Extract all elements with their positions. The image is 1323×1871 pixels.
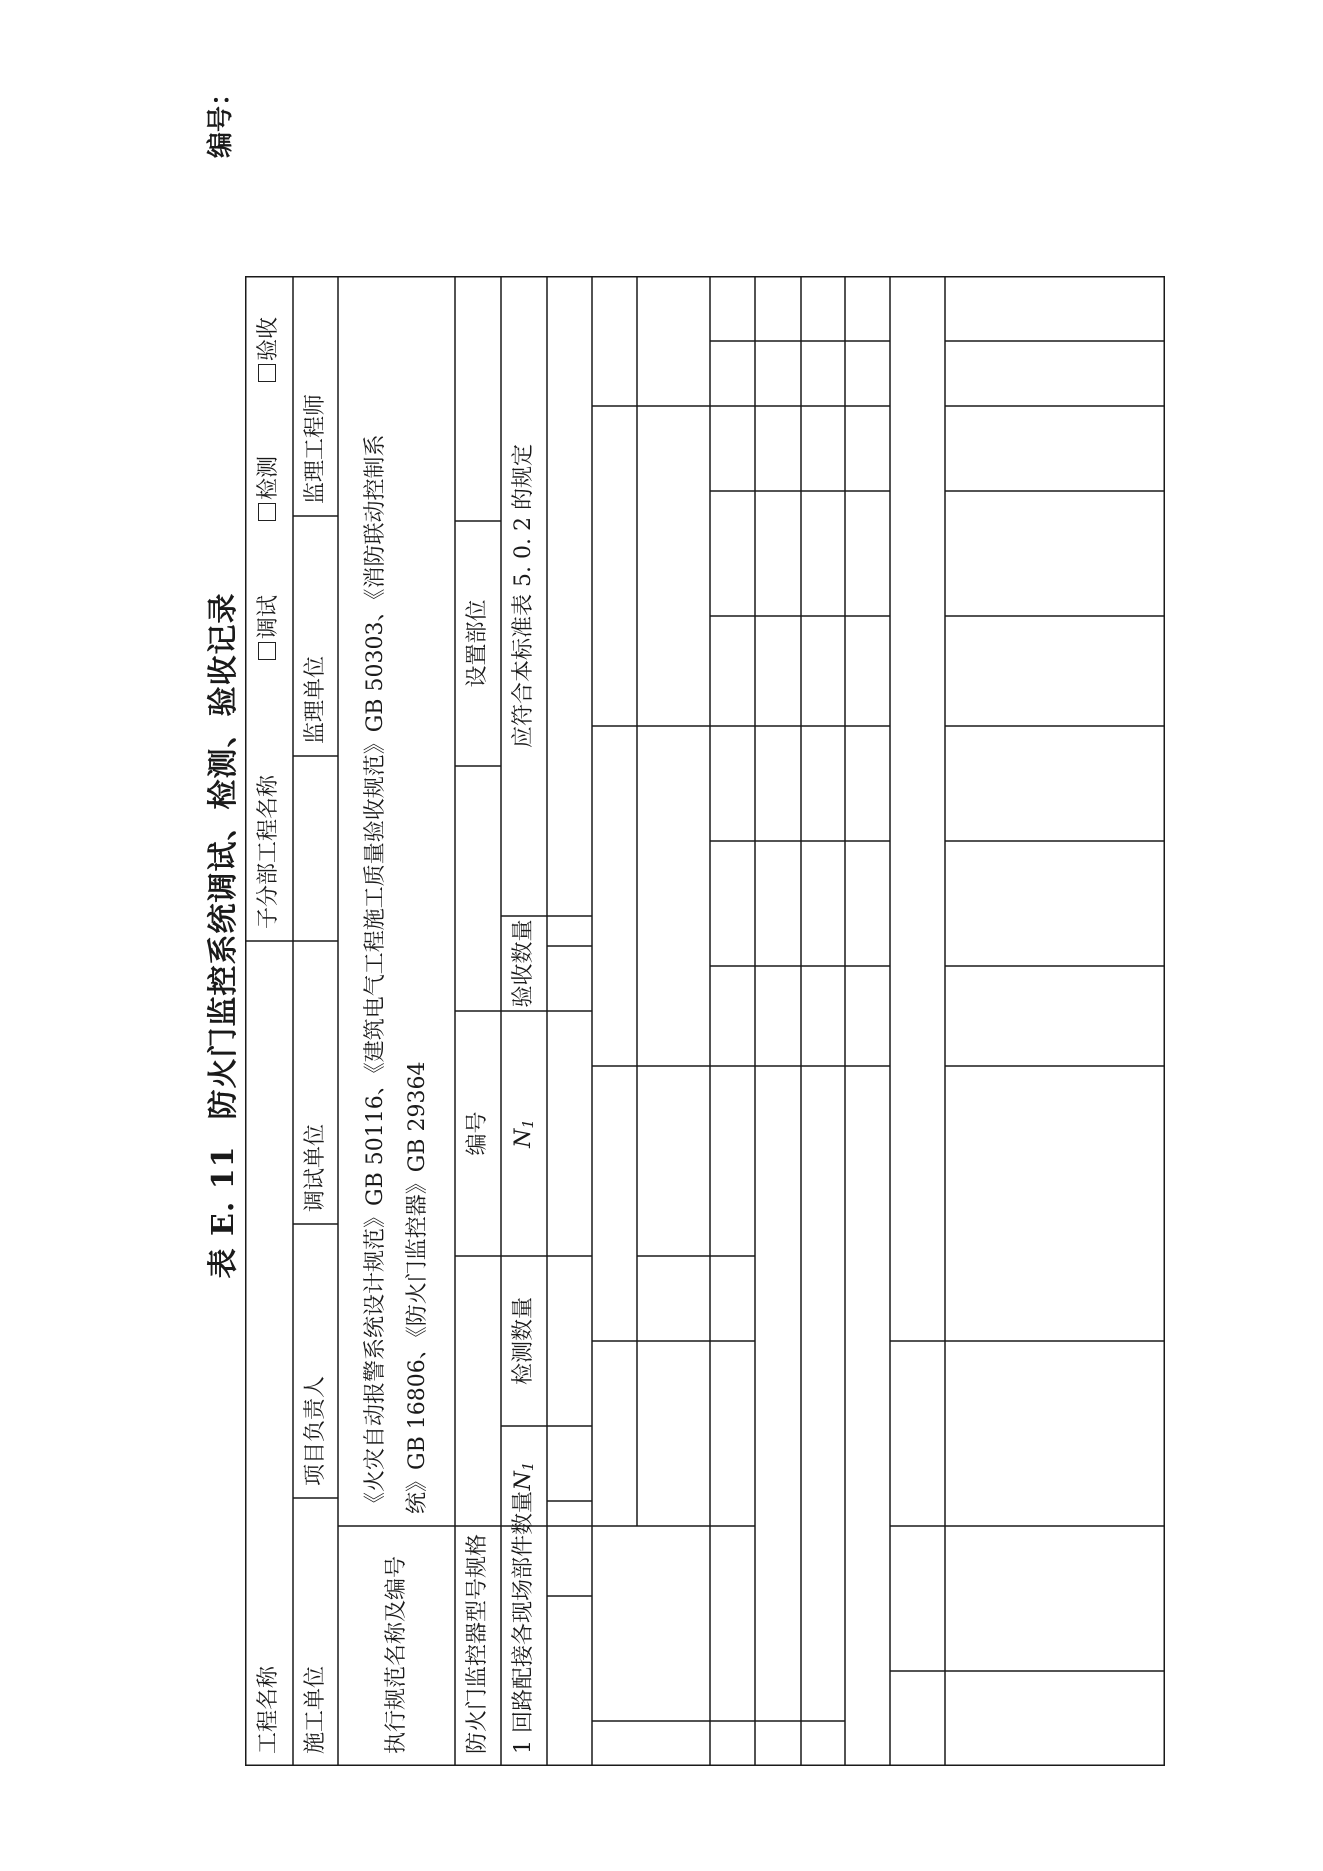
supervision-engineer-label: 监理工程师 [302,393,328,504]
option-debug[interactable] [253,595,285,660]
checkbox-check[interactable] [258,503,276,521]
device-location-label: 设置部位 [465,599,491,688]
checkbox-accept[interactable] [258,364,276,382]
supervision-unit-label: 监理单位 [302,655,328,744]
construction-unit-label: 施工单位 [302,1665,328,1754]
table-title-text: 防火门监控系统调试、检测、验收记录 [206,592,241,1120]
option-accept[interactable] [253,317,285,382]
loop-1-label: 1 回路配接各现场部件数量 [511,1491,537,1754]
table-title [198,0,242,1871]
loop-1-count-sub: 1 [519,1461,538,1472]
device-number-label: 编号 [465,1111,491,1156]
standards-label: 执行规范名称及编号 [383,1555,409,1754]
loop-1-count-value: N [511,1471,537,1491]
loop-1-accept-qty-label: 验收数量 [511,919,537,1008]
device-model-label: 防火门监控器型号规格 [465,1533,491,1754]
standards-line-2: 统》GB 16806、《防火门监控器》GB 29364 [404,1061,430,1514]
checkbox-debug[interactable] [258,642,276,660]
record-code-label: 编号： [206,80,236,159]
loop-1-check-value-main: N [511,1128,537,1148]
option-check[interactable] [253,456,285,521]
project-name-label: 工程名称 [256,1665,282,1754]
loop-1-check-qty-label: 检测数量 [511,1297,537,1386]
option-check-label: 检测 [256,456,282,501]
loop-1-count [501,1426,547,1526]
record-type-options [245,276,293,701]
standards-line-1: 《火灾自动报警系统设计规范》GB 50116、《建筑电气工程施工质量验收规范》GB 50303、《消防联动控制系 [362,434,388,1514]
loop-1-check-value-sub: 1 [519,1119,538,1129]
debug-unit-label: 调试单位 [302,1123,328,1212]
sub-project-name-label: 子分部工程名称 [256,774,282,929]
standards-text [338,276,455,1526]
table-number: 表 E. 11 [206,1145,241,1279]
record-table [245,276,1165,1766]
project-leader-label: 项目负责人 [302,1375,328,1486]
loop-1-check-value [501,1011,547,1256]
loop-1-accept-text: 应符合本标准表 5. 0. 2 的规定 [511,444,537,748]
option-debug-label: 调试 [256,595,282,640]
option-accept-label: 验收 [256,317,282,362]
